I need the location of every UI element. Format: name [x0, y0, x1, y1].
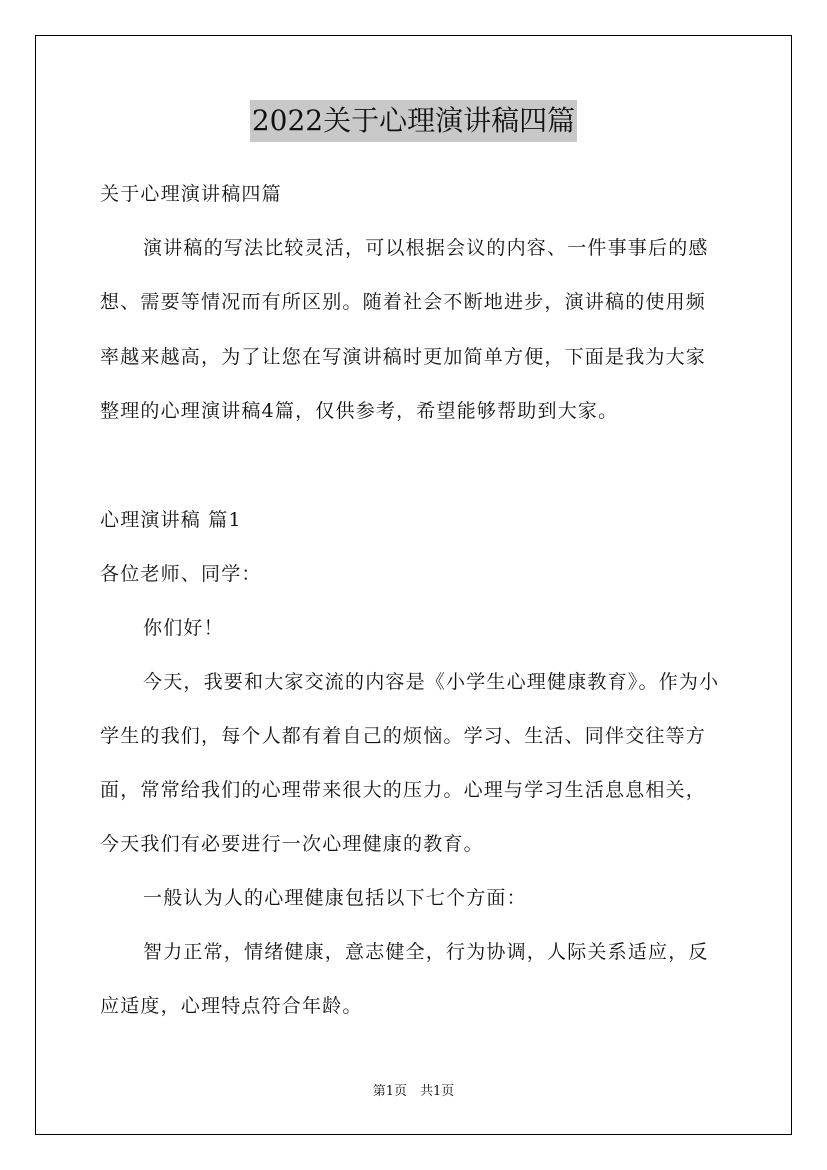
document-title: 2022关于心理演讲稿四篇 — [250, 100, 577, 142]
body-line-4: 今天我们有必要进行一次心理健康的教育。 — [100, 833, 484, 855]
salutation-line: 各位老师、同学： — [100, 563, 262, 585]
body-line-7: 应适度，心理特点符合年龄。 — [100, 995, 363, 1017]
body-line-5: 一般认为人的心理健康包括以下七个方面： — [143, 887, 527, 909]
greeting-line: 你们好！ — [143, 617, 224, 639]
intro-line-2: 想、需要等情况而有所区别。随着社会不断地进步，演讲稿的使用频 — [100, 291, 707, 313]
title-container — [0, 100, 827, 142]
body-line-3: 面，常常给我们的心理带来很大的压力。心理与学习生活息息相关， — [100, 779, 707, 801]
intro-line-4: 整理的心理演讲稿4篇，仅供参考，希望能够帮助到大家。 — [100, 400, 619, 422]
section-heading: 心理演讲稿 篇1 — [100, 509, 242, 531]
body-line-2: 学生的我们，每个人都有着自己的烦恼。学习、生活、同伴交往等方 — [100, 725, 707, 747]
intro-line-1: 演讲稿的写法比较灵活，可以根据会议的内容、一件事事后的感 — [143, 237, 709, 259]
body-line-1: 今天，我要和大家交流的内容是《小学生心理健康教育》。作为小 — [143, 671, 720, 693]
body-line-6: 智力正常，情绪健康，意志健全，行为协调，人际关系适应，反 — [143, 941, 709, 963]
intro-line-3: 率越来越高，为了让您在写演讲稿时更加简单方便，下面是我为大家 — [100, 346, 707, 368]
subtitle-line: 关于心理演讲稿四篇 — [100, 183, 282, 205]
page-footer: 第1页 共1页 — [372, 1084, 455, 1099]
